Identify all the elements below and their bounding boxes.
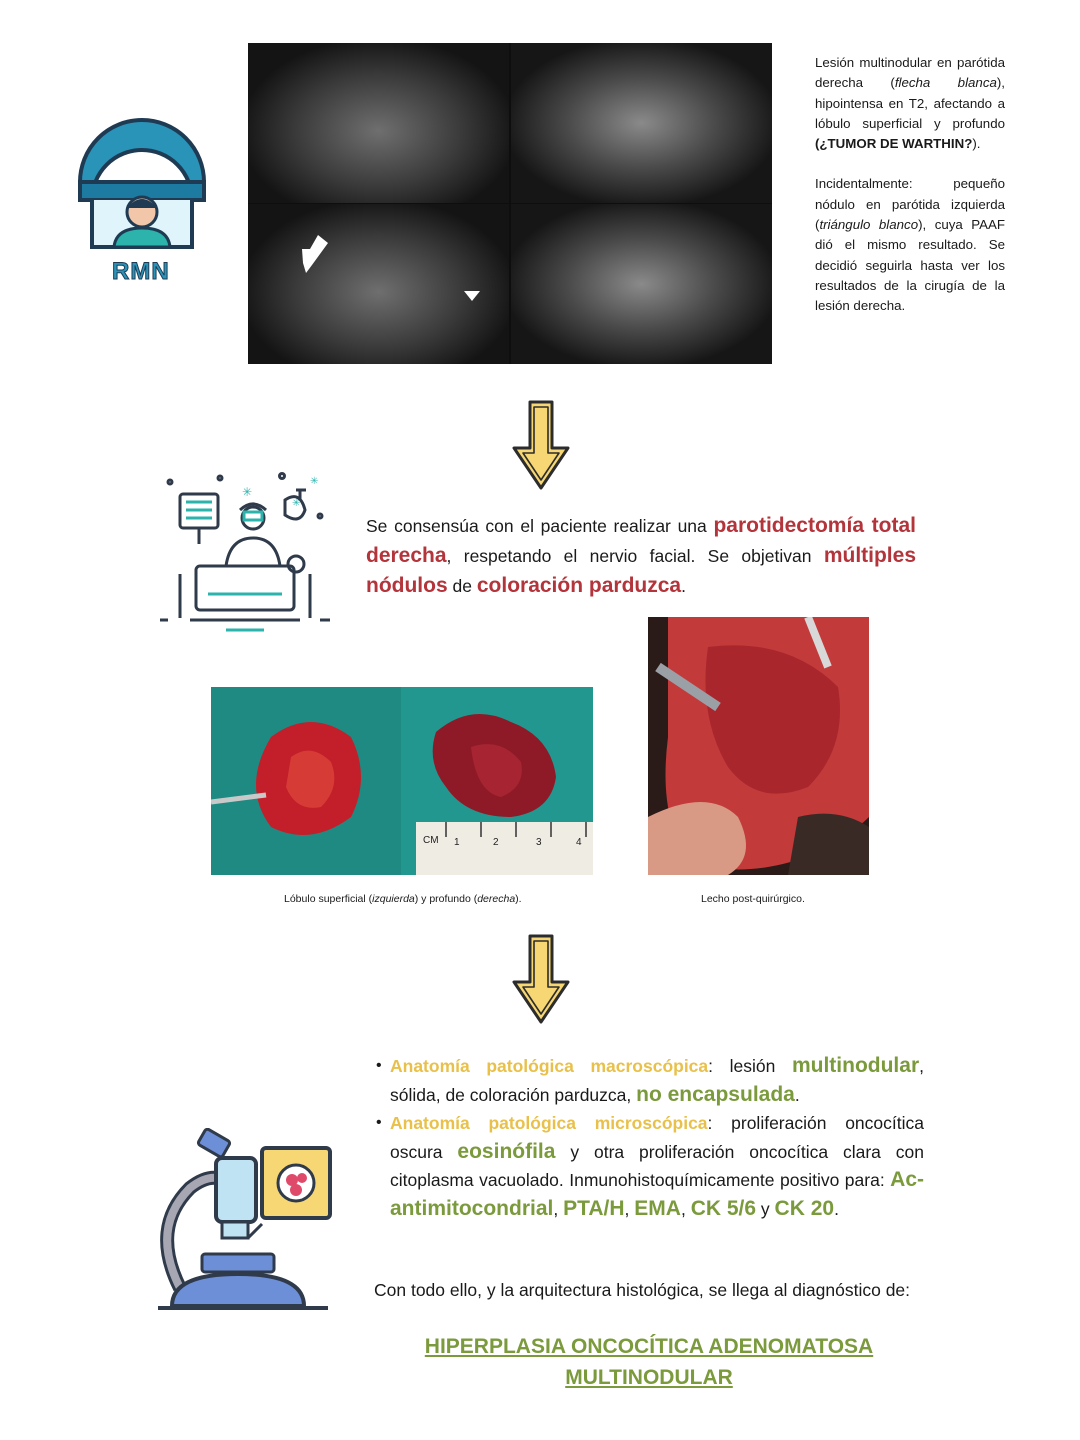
svg-text:✳: ✳ [242, 485, 253, 499]
microscope-icon [150, 1128, 336, 1312]
specimen-caption: Lóbulo superficial (izquierda) y profundo (derecha). [284, 893, 522, 905]
diagnosis-line-1: HIPERPLASIA ONCOCÍTICA ADENOMATOSA [424, 1335, 874, 1358]
surgery-consensus-text: Se consensúa con el paciente realizar una parotidectomía total derecha, respetando el nervio facial. Se objetivan múltiples nódulos de coloración parduzca. [366, 514, 916, 597]
white-triangle-marker [464, 291, 480, 301]
ruler-tick-1: 1 [454, 837, 460, 848]
surgical-bed-caption: Lecho post-quirúrgico. [701, 893, 805, 905]
down-arrow-icon [510, 932, 572, 1031]
post-surgical-bed-photo [648, 617, 869, 875]
final-diagnosis [374, 1331, 924, 1393]
macroscopic-pathology-item: • Anatomía patológica macroscópica: lesión multinodular, sólida, de coloración parduzca, no encapsulada. [374, 1052, 924, 1109]
surgical-specimen-photo [211, 687, 593, 875]
ruler-tick-3: 3 [536, 837, 542, 848]
diagnosis-line-2: MULTINODULAR [565, 1366, 733, 1389]
ruler-unit: CM [423, 835, 439, 846]
conclusion-text: Con todo ello, y la arquitectura histológica, se llega al diagnóstico de: [374, 1280, 911, 1300]
pathology-findings [374, 1052, 924, 1223]
ruler-tick-2: 2 [493, 837, 499, 848]
microscopic-pathology-item: • Anatomía patológica microscópica: proliferación oncocítica oscura eosinófila y otra proliferación oncocítica clara con citoplasma vacuolado. Inmunohistoquímicamente positivo para: Ac-antimitocondrial, PTA/H, EMA, CK 5/6 y CK 20. [374, 1109, 924, 1223]
ruler [416, 822, 593, 875]
mri-image-grid [248, 43, 772, 364]
svg-text:✳: ✳ [310, 476, 319, 487]
ruler-tick-4: 4 [576, 837, 582, 848]
white-arrow-marker [302, 235, 328, 273]
surgeon-icon [160, 470, 330, 640]
mri-description: Lesión multinodular en parótida derecha (flecha blanca), hipointensa en T2, afectando a lóbulo superficial y profundo (¿TUMOR DE WARTHIN?). Incidentalmente: pequeño nódulo en parótida izquierda (triángulo blanco), cuya PAAF dió el mismo resultado. Se decidió seguirla hasta ver los resultados de la cirugía de la lesión derecha. [815, 55, 1006, 314]
svg-text:✳: ✳ [292, 498, 301, 509]
mri-label: RMN [112, 258, 170, 285]
down-arrow-icon [510, 398, 572, 497]
